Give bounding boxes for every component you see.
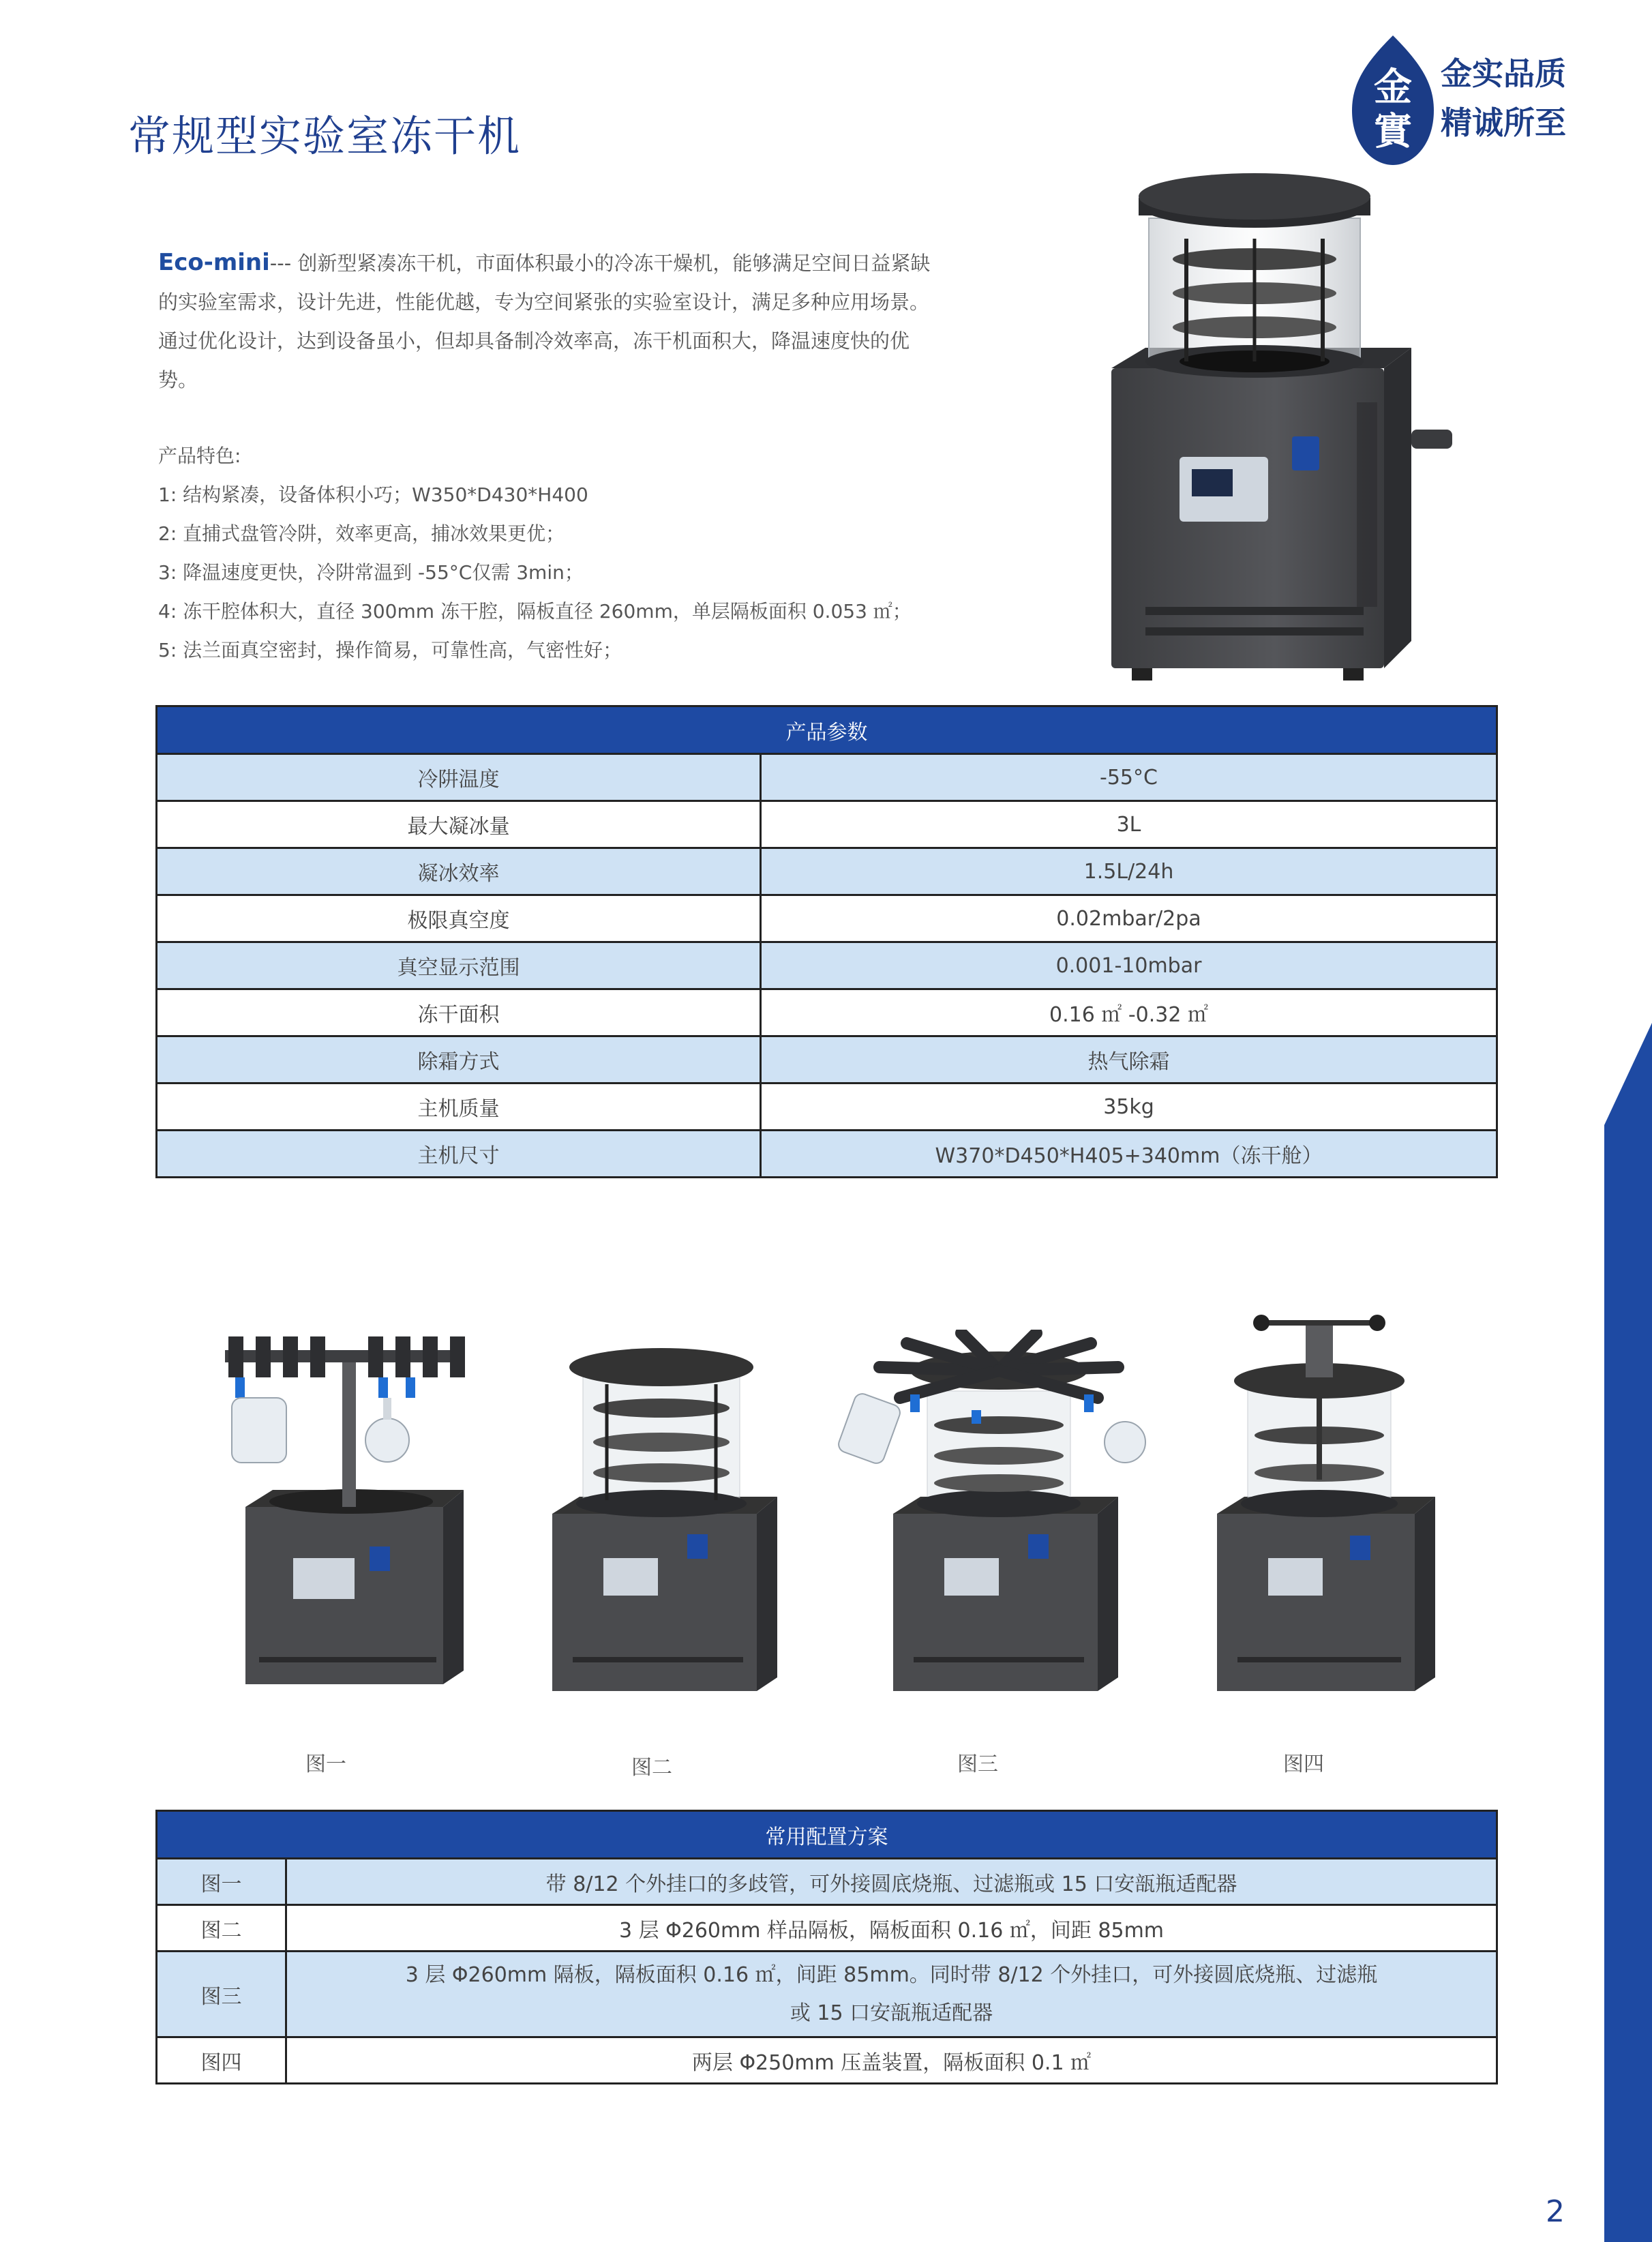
feature-item: 3: 降温速度更快，冷阱常温到 -55°C仅需 3min；: [158, 561, 584, 584]
figure-1-caption: 图一: [305, 1752, 346, 1776]
page-number: 2: [1546, 2194, 1565, 2229]
page-title: 常规型实验室冻干机: [128, 111, 522, 161]
figure-2-image: [532, 1330, 818, 1712]
table-row: 冻干面积 0.16 ㎡ -0.32 ㎡: [157, 989, 1497, 1036]
table-row: 真空显示范围 0.001-10mbar: [157, 942, 1497, 989]
table-row: 除霜方式 热气除霜: [157, 1036, 1497, 1083]
logo-line-2: 精诚所至: [1441, 104, 1566, 141]
svg-text:實: 實: [1374, 109, 1412, 154]
side-decoration-band: [1597, 1023, 1652, 2242]
table-row: 凝冰效率 1.5L/24h: [157, 848, 1497, 895]
figure-3-caption: 图三: [957, 1752, 998, 1776]
svg-text:金: 金: [1374, 65, 1412, 110]
hero-product-image: [1070, 157, 1452, 696]
figure-4-image: [1180, 1282, 1466, 1712]
table-row: 图四 两层 Φ250mm 压盖装置，隔板面积 0.1 ㎡: [157, 2037, 1497, 2084]
logo-seal-icon: [1352, 35, 1434, 165]
figure-4-caption: 图四: [1283, 1752, 1324, 1776]
brand-logo: [1352, 29, 1611, 165]
config-row-3-line-1: 3 层 Φ260mm 隔板，隔板面积 0.16 ㎡，间距 85mm。同时带 8/12 个外挂口，可外接圆底烧瓶、过滤瓶: [405, 1962, 1378, 1987]
feature-item: 1: 结构紧凑，设备体积小巧；W350*D430*H400: [158, 483, 588, 506]
table-row: 极限真空度 0.02mbar/2pa: [157, 895, 1497, 942]
feature-item: 5: 法兰面真空密封，操作简易，可靠性高，气密性好；: [158, 639, 622, 661]
intro-paragraph: [158, 243, 932, 400]
config-row-3-line-2: 或 15 口安瓿瓶适配器: [790, 2001, 993, 2025]
feature-item: 4: 冻干腔体积大，直径 300mm 冻干腔，隔板直径 260mm，单层隔板面积 0.053 ㎡；: [158, 600, 912, 623]
figure-1-image: [170, 1330, 498, 1712]
logo-line-1: 金实品质: [1441, 55, 1566, 92]
figure-2-caption: 图二: [631, 1756, 672, 1780]
figure-3-image: [825, 1330, 1166, 1712]
table-row: 图三 3 层 Φ260mm 隔板，隔板面积 0.16 ㎡，间距 85mm。同时带 8/12 个外挂口，可外接圆底烧瓶、过滤瓶 或 15 口安瓿瓶适配器: [157, 1952, 1497, 2037]
feature-list: [158, 436, 932, 670]
product-brand: Eco-mini: [158, 249, 270, 276]
table-row: 主机质量 35kg: [157, 1083, 1497, 1131]
table-row: 图一 带 8/12 个外挂口的多歧管，可外接圆底烧瓶、过滤瓶或 15 口安瓿瓶适配器: [157, 1859, 1497, 1905]
spec-table: [155, 705, 1498, 1178]
intro-separator: ---: [269, 252, 292, 275]
feature-heading: 产品特色:: [158, 445, 241, 467]
intro-text: 创新型紧凑冻干机，市面体积最小的冷冻干燥机，能够满足空间日益紧缺的实验室需求，设计先进，性能优越，专为空间紧张的实验室设计，满足多种应用场景。通过优化设计，达到设备虽小，但却具备制冷效率高，冻干机面积大，降温速度快的优势。: [158, 252, 931, 391]
config-table-title: 常用配置方案: [157, 1811, 1497, 1859]
spec-table-title: 产品参数: [157, 706, 1497, 754]
table-row: 主机尺寸 W370*D450*H405+340mm（冻干舱）: [157, 1131, 1497, 1178]
table-row: 最大凝冰量 3L: [157, 801, 1497, 848]
feature-item: 2: 直捕式盘管冷阱，效率更高，捕冰效果更优；: [158, 522, 565, 545]
table-row: 图二 3 层 Φ260mm 样品隔板，隔板面积 0.16 ㎡，间距 85mm: [157, 1905, 1497, 1952]
config-table: [155, 1810, 1498, 2084]
logo-text: [1441, 49, 1566, 147]
table-row: 冷阱温度 -55°C: [157, 754, 1497, 801]
